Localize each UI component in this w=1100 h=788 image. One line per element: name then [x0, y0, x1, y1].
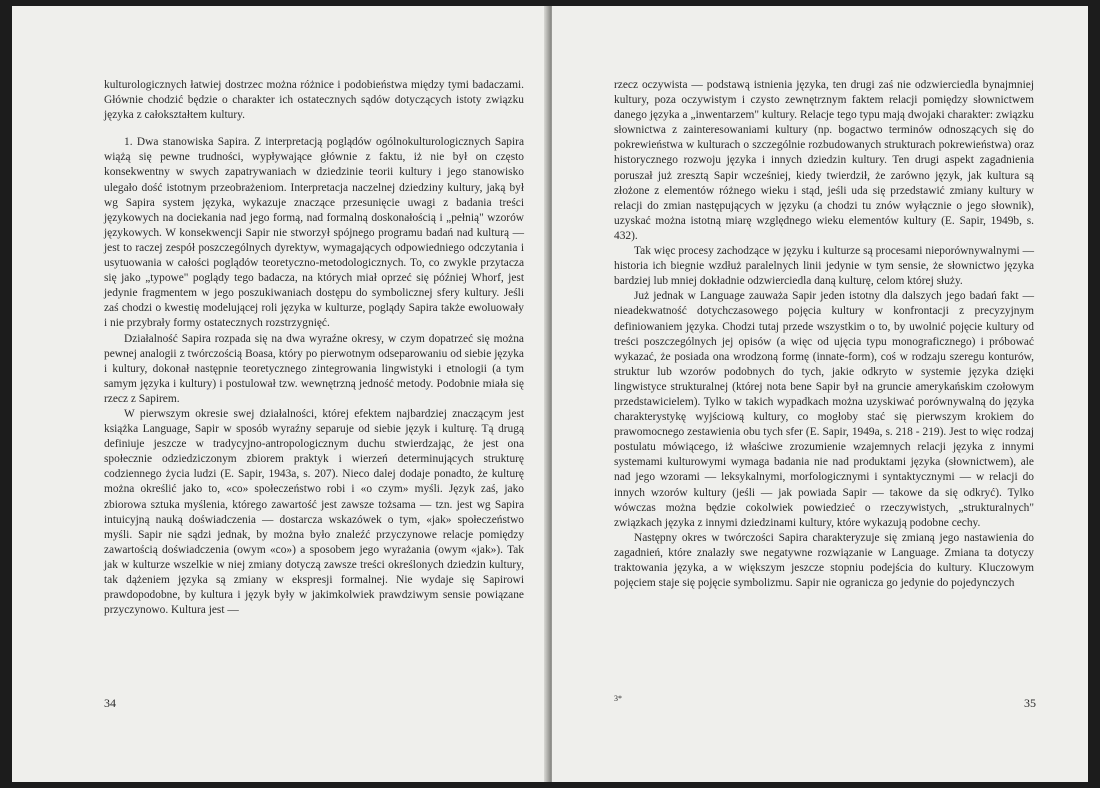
left-page-text — [104, 78, 524, 618]
paragraph: Tak więc procesy zachodzące w języku i kulturze są procesami nieporównywalnymi — historia ich biegnie wzdłuż paralelnych linii jedynie w tym sensie, że słownictwo języka bardziej lub mniej dokładnie odzwierciedla daną kulturę, celom której służy. — [614, 245, 1034, 288]
paragraph: Działalność Sapira rozpada się na dwa wyraźne okresy, w czym dopatrzeć się można pewnej analogii z twórczością Boasa, który po pierwotnym odseparowaniu od siebie języka i kultury, dokonał następnie teoretycznego zintegrowania lingwistyki i etnologii (a tym samym języka i kultury) i postulował tzw. wewnętrzną jedność metody. Podobnie miała się rzecz z Sapirem. — [104, 332, 524, 405]
signature-mark: 3* — [614, 694, 622, 703]
left-page — [12, 6, 548, 782]
right-page — [552, 6, 1088, 782]
paragraph: Następny okres w twórczości Sapira charakteryzuje się zmianą jego nastawienia do zagadnień, które znalazły swe negatywne rozwiązanie w Language. Zmiana ta dotyczy traktowania języka, a w większym jeszcze stopniu podejścia do kultury. Kluczowym pojęciem staje się pojęcie symbolizmu. Sapir nie ogranicza go jedynie do pojedynczych — [614, 531, 1034, 590]
page-number: 35 — [1024, 696, 1036, 710]
paragraph: kulturologicznych łatwiej dostrzec można różnice i podobieństwa między tymi badaczami. Głównie chodzić będzie o charakter ich ostatecznych sądów dotyczących istoty związku języka z całokształtem kultury. — [104, 79, 524, 122]
paragraph: rzecz oczywista — podstawą istnienia języka, ten drugi zaś nie odzwierciedla bynajmniej kultury, poza oczywistym i czysto zewnętrznym faktem relacji pomiędzy słownictwem danego języka a „inwentarzem" kultury. Relacje tego typu mają dwojaki charakter: związku słownictwa z zainteresowaniami kultury (np. bogactwo terminów odnoszących się do pokrewieństwa w kulturach o szczególnie rozbudowanych strukturach pokrewieństwa) oraz historycznego rozwoju języka i innych dziedzin kultury. Ten drugi aspekt zagadnienia poruszał już zresztą Sapir wcześniej, kiedy twierdził, że zarówno język, jak kultura są złożone z elementów różnego wieku i stąd, jeśli uda się przedstawić zmiany kultury w relacji do zmian następujących w języku (a chodzi tu znów wyłącznie o jego słownik), uzyskać można istotną miarę względnego wieku elementów kultury (E. Sapir, 1949b, s. 432). — [614, 79, 1034, 242]
paragraph: 1. Dwa stanowiska Sapira. Z interpretacją poglądów ogólnokulturologicznych Sapira wiążą się pewne trudności, wypływające głównie z faktu, iż nie był on często konsekwentny w swych zapatrywaniach w dziedzinie teorii kultury i jego stanowisko ulegało dość istotnym przeobrażeniom. Interpretacja naczelnej dziedziny kultury, jaką był wg Sapira system języka, wykazuje znaczące przesunięcie uwagi z badania treści językowych na dociekania nad jego formą, nad formalną doskonałością i „pełnią" wzorów językowych. W konsekwencji Sapir nie stworzył spójnego programu badań nad kulturą — jest to raczej zespół poszczególnych dyrektyw, wymagających odpowiedniego odczytania i usytuowania w całości poglądów teoretyczno-metodologicznych. To, co zwykle przytacza się jako „typowe" poglądy tego badacza, na których miał oprzeć się później Whorf, jest jedynie fragmentem w jego poszukiwaniach dostępu do symbolicznej sfery kultury. Jeśli zaś chodzi o kwestię modelującej roli języka w kulturze, poglądy Sapira także ewoluowały i nie przybrały formy ostatecznych rozstrzygnięć. — [104, 136, 524, 330]
paragraph: W pierwszym okresie swej działalności, której efektem najbardziej znaczącym jest książka Language, Sapir w sposób wyraźny separuje od siebie język i kulturę. Tą drugą definiuje jeszcze w tradycyjno-antropologicznym duchu stwierdzając, że jest ona społecznie odziedziczonym zbiorem praktyk i wierzeń determinujących strukturę codziennego życia ludzi (E. Sapir, 1943a, s. 207). Nieco dalej dodaje ponadto, że kulturę można określić jako to, «co» społeczeństwo robi i «o czym» myśli. Język zaś, jako zbiorowa sztuka myślenia, którego zawartość jest zawsze tożsama — tzn. jest wg Sapira intuicyjną nauką doświadczenia — dostarcza wskazówek o tym, «jak» społeczeństwo myśli. Sapir nie sądzi jednak, by można było znaleźć przyczynowe relacje pomiędzy zawartością doświadczenia (owym «co») a sposobem jego wyrażania (owym «jak»). Tak jak w kulturze wszelkie w niej zmiany dotyczą zawsze treści określonych dziedzin kultury, tak dążeniem języka są zmiany w ekspresji formalnej. Nie wydaje się Sapirowi prawdopodobne, by kultura i język były w jakimkolwiek prawdziwym sensie powiązane przyczynowo. Kultura jest — — [104, 407, 524, 617]
paragraph: Już jednak w Language zauważa Sapir jeden istotny dla dalszych jego badań fakt — nieadekwatność dotychczasowego pojęcia kultury w konfrontacji z precyzyjnym definiowaniem języka. Chodzi tutaj przede wszystkim o to, by uwolnić pojęcie kultury od treści poszczególnych jej opisów (a więc od ujęcia typu monograficznego) i próbować wykazać, że posiada ona wrodzoną formę (innate-form), coś w rodzaju szeregu konturów, struktur lub wzorów podobnych do tych, jakie odkryto w systemie języka dzięki lingwistyce strukturalnej (której nota bene Sapir był na gruncie amerykańskim czołowym przedstawicielem). Tylko w takich wypadkach można uzyskiwać porównywalną do języka charakterystykę wyjściową kultury, co mogłoby stać się pierwszym krokiem do prawomocnego zestawienia obu tych sfer (E. Sapir, 1949a, s. 218 - 219). Jest to więc rodzaj postulatu mówiącego, iż właściwe zrozumienie wzajemnych relacji języka z innymi systemami kulturowymi wymaga badania nie nad produktami języka (słownictwem), ale nad jego wzorami — leksykalnymi, morfologicznymi i syntaktycznymi — w relacji do innych wzorów kultury (jeśli — jak powiada Sapir — takowe da się odkryć). Tylko wówczas można będzie cokolwiek powiedzieć o rzeczywistych, „strukturalnych" związkach języka z innymi dziedzinami kultury, które wykazują podobne cechy. — [614, 290, 1034, 529]
right-page-text — [614, 78, 1034, 591]
page-number: 34 — [104, 696, 116, 710]
